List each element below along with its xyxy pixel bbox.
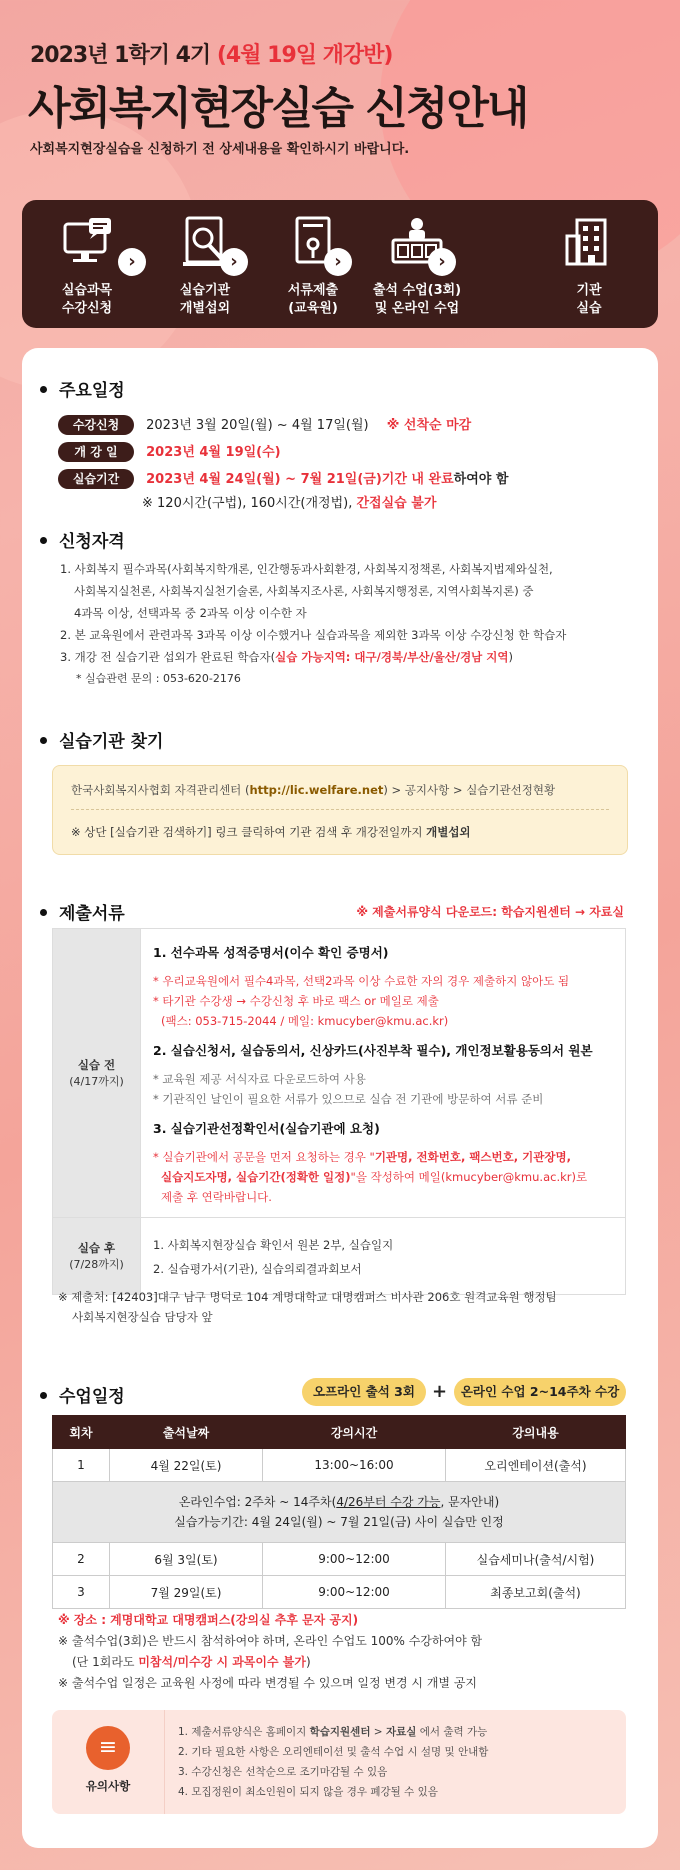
qualification-text: ) [508,650,514,664]
region-highlight: 실습 가능지역: 대구/경북/부산/울산/경남 지역 [275,650,509,664]
table-cell: 3 [53,1576,110,1609]
contact-info: * 실습관련 문의 : 053-620-2176 [76,672,241,685]
caution-badge [52,1710,165,1814]
table-cell: 4월 22일(토) [110,1449,263,1482]
document-note: * 기관직인 날인이 필요한 서류가 있으므로 실습 전 기관에 방문하여 서류 준비 [153,1092,544,1106]
column-header: 강의내용 [446,1416,626,1449]
table-cell: 오리엔테이션(출석) [446,1449,626,1482]
step-label: 실습과목 [61,283,113,298]
caution-item [178,1722,488,1742]
step-label: (교육원) [288,301,338,316]
caution-list [178,1722,488,1802]
find-emphasis: 개별섭외 [426,825,471,839]
schedule-note: ※ 선착순 마감 [386,418,472,433]
online-start-note: 4/26부터 수강 가능 [336,1495,441,1509]
qualification-list [60,558,566,690]
table-cell: 6월 3일(토) [110,1543,263,1576]
step-label: 기관 [576,283,602,298]
offline-tag: 오프라인 출석 3회 [302,1378,426,1406]
table-cell: 9:00~12:00 [263,1576,446,1609]
section-heading-find: 실습기관 찾기 [40,727,163,752]
document-title: 3. 실습기관선정확인서(실습기관에 요청) [153,1121,380,1136]
hours-text: ※ 120시간(구법), 160시간(개정법), [142,496,353,511]
online-class-info [53,1482,626,1543]
document-contact: (팩스: 053-715-2044 / 메일: kmucyber@kmu.ac.kr) [161,1014,449,1028]
section-heading-classes: 수업일정 [40,1382,125,1407]
qualification-item: 1. 사회복지 필수과목(사회복지학개론, 인간행동과사회환경, 사회복지정책론, 사회복지법제와실천, [60,562,553,576]
step-label: 수강신청 [61,301,113,316]
step-document-submission [258,214,368,318]
class-location: ※ 장소 : 계명대학교 대명캠퍼스(강의실 추후 문자 공지) [58,1613,359,1627]
column-header: 강의시간 [263,1416,446,1449]
class-note [58,1652,482,1673]
before-practice-docs [141,929,626,1218]
section-heading-schedule: 주요일정 [40,376,125,401]
class-note-text: ) [305,1655,311,1669]
section-heading-qualification: 신청자격 [40,527,125,552]
caution-emphasis: 학습지원센터 [309,1726,371,1738]
after-document-item: 2. 실습평가서(기관), 실습의뢰결과회보서 [153,1262,362,1276]
document-note-text: * 실습기관에서 공문을 먼저 요청하는 경우 " [153,1150,375,1164]
step-label: 출석 수업(3회) [372,283,462,298]
caution-item: 2. 기타 필요한 사항은 오리엔테이션 및 출석 수업 시 설명 및 안내함 [178,1746,489,1758]
download-notice[interactable]: ※ 제출서류양식 다운로드: 학습지원센터 → 자료실 [356,905,624,919]
table-cell: 최종보고회(출석) [446,1576,626,1609]
qualification-item: 4과목 이상, 선택과목 중 2과목 이상 이수한 자 [74,606,307,620]
chevron-right-icon: › [220,248,248,276]
document-note [153,1147,613,1167]
column-header: 회차 [53,1416,110,1449]
schedule-value: 2023년 3월 20일(월) ~ 4월 17일(월) [146,418,369,433]
find-path [71,782,555,798]
online-line: 실습가능기간: 4월 24일(월) ~ 7월 21일(금) 사이 실습만 인정 [174,1515,504,1529]
document-note: 제출 후 연락바랍니다. [161,1190,272,1204]
caution-item: 3. 수강신청은 선착순으로 조기마감될 수 있음 [178,1766,388,1778]
document-note [153,1167,613,1187]
online-line [54,1492,624,1512]
schedule-hours [142,492,436,511]
hours-warning: 간접실습 불가 [356,496,437,511]
table-cell: 1 [53,1449,110,1482]
find-institution-box [52,765,628,855]
qualification-text: 3. 개강 전 실습기관 섭외가 완료된 학습자( [60,650,276,664]
document-note: * 우리교육원에서 필수4과목, 선택2과목 이상 수료한 자의 경우 제출하지 않아도 됨 [153,974,570,988]
find-text: ) > 공지사항 > 실습기관선정현황 [383,783,556,797]
document-note: * 타기관 수강생 → 수강신청 후 바로 팩스 or 메일로 제출 [153,994,439,1008]
find-instruction [71,824,471,840]
schedule-value: 2023년 4월 24일(월) ~ 7월 21일(금)기간 내 완료 [146,472,454,487]
document-note-text: "을 작성하여 메일(kmucyber@kmu.ac.kr)로 [350,1170,588,1184]
chevron-right-icon: › [118,248,146,276]
step-label: 서류제출 [287,283,339,298]
before-deadline: (4/17까지) [69,1075,124,1088]
process-steps [22,200,658,328]
schedule-row-start [58,441,281,462]
document-note: * 교육원 제공 서식자료 다운로드하여 사용 [153,1072,366,1086]
document-note-emphasis: 기관명, 전화번호, 팩스번호, 기관장명, [374,1150,571,1164]
documents-table [52,928,626,1295]
intro-text: 사회복지현장실습을 신청하기 전 상세내용을 확인하시기 바랍니다. [30,142,410,157]
caution-text: > [370,1726,386,1738]
computer-icon [59,214,115,270]
caution-box [52,1710,626,1814]
after-label: 실습 후 [77,1241,116,1255]
chevron-right-icon: › [428,248,456,276]
online-tag: 온라인 수업 2~14주차 수강 [454,1378,626,1406]
table-cell: 실습세미나(출석/시험) [446,1543,626,1576]
step-label: 및 온라인 수업 [374,301,460,316]
hero-banner [0,0,680,200]
address-line: 사회복지현장실습 담당자 앞 [72,1310,213,1324]
schedule-value-suffix: 하여야 함 [453,472,509,487]
page-title: 사회복지현장실습 신청안내 [28,83,528,134]
find-text: 한국사회복지사협회 자격관리센터 ( [71,783,250,797]
schedule-label: 실습기간 [58,469,134,489]
before-practice-header [53,929,141,1218]
caution-item: 4. 모집정원이 최소인원이 되지 않을 경우 폐강될 수 있음 [178,1786,438,1798]
chevron-right-icon: › [324,248,352,276]
after-practice-header [53,1218,141,1295]
after-deadline: (7/28까지) [69,1258,124,1271]
step-field-practice [534,214,644,318]
step-label: 실습기관 [179,283,231,298]
step-label: 실습 [576,301,602,316]
schedule-value: 2023년 4월 19일(수) [146,445,281,460]
schedule-row-registration [58,414,471,435]
building-icon [561,214,617,270]
step-classes [357,214,477,318]
table-header-row [53,1416,626,1449]
online-text: , 문자안내) [440,1495,500,1509]
online-text: 온라인수업: 2주차 ~ 14주차( [178,1495,337,1509]
welfare-link[interactable]: http://lic.welfare.net [249,783,384,797]
document-note-emphasis: 실습지도자명, 실습기간(정확한 일정) [161,1170,351,1184]
table-cell: 2 [53,1543,110,1576]
schedule-row-period [58,468,508,489]
term-text: 2023년 1학기 4기 [30,43,211,68]
start-date-highlight: (4월 19일 개강반) [216,43,393,68]
table-cell: 9:00~12:00 [263,1543,446,1576]
online-class-row [53,1482,626,1543]
class-schedule-table [52,1415,626,1609]
qualification-item: 2. 본 교육원에서 관련과목 3과목 이상 이수했거나 실습과목을 제외한 3과목 이상 수강신청 한 학습자 [60,628,567,642]
schedule-label: 개 강 일 [58,442,134,462]
after-document-item: 1. 사회복지현장실습 확인서 원본 2부, 실습일지 [153,1238,394,1252]
step-label: 개별섭외 [179,301,231,316]
divider [71,809,609,810]
before-label: 실습 전 [77,1058,116,1072]
document-title: 2. 실습신청서, 실습동의서, 신상카드(사진부착 필수), 개인정보활용동의서 원본 [153,1043,593,1058]
table-row [53,1449,626,1482]
class-note-text: (단 1회라도 [72,1655,139,1669]
table-cell: 7월 29일(토) [110,1576,263,1609]
column-header: 출석날짜 [110,1416,263,1449]
table-row [53,1543,626,1576]
qualification-item: 사회복지실천론, 사회복지실천기술론, 사회복지조사론, 사회복지행정론, 지역사회복지론) 중 [74,584,534,598]
term-subtitle [30,38,392,69]
after-practice-docs [141,1218,626,1295]
class-notes [58,1610,482,1694]
caution-emphasis: 자료실 [385,1726,417,1738]
caution-text: 1. 제출서류양식은 홈페이지 [178,1726,310,1738]
table-row [53,1576,626,1609]
class-note: ※ 출석수업(3회)은 반드시 참석하여야 하며, 온라인 수업도 100% 수강하여야 함 [58,1634,483,1648]
table-cell: 13:00~16:00 [263,1449,446,1482]
schedule-label: 수강신청 [58,415,134,435]
submission-address [58,1287,557,1327]
class-note: ※ 출석수업 일정은 교육원 사정에 따라 변경될 수 있으며 일정 변경 시 개별 공지 [58,1676,477,1690]
address-line: ※ 제출처: [42403]대구 남구 명덕로 104 계명대학교 대명캠퍼스 비사관 206호 원격교육원 행정팀 [58,1290,557,1304]
section-heading-documents: 제출서류 [40,899,125,924]
caution-label: 유의사항 [85,1779,131,1793]
caution-text: 에서 출력 가능 [416,1726,488,1738]
qualification-item [60,646,566,668]
find-text: ※ 상단 [실습기관 검색하기] 링크 클릭하여 기관 검색 후 개강전일까지 [71,825,427,839]
class-note-warning: 미참석/미수강 시 과목이수 불가 [138,1655,306,1669]
document-title: 1. 선수과목 성적증명서(이수 확인 증명서) [153,945,389,960]
plus-sign: + [432,1381,448,1402]
list-bubble-icon: ≡ [86,1726,130,1770]
